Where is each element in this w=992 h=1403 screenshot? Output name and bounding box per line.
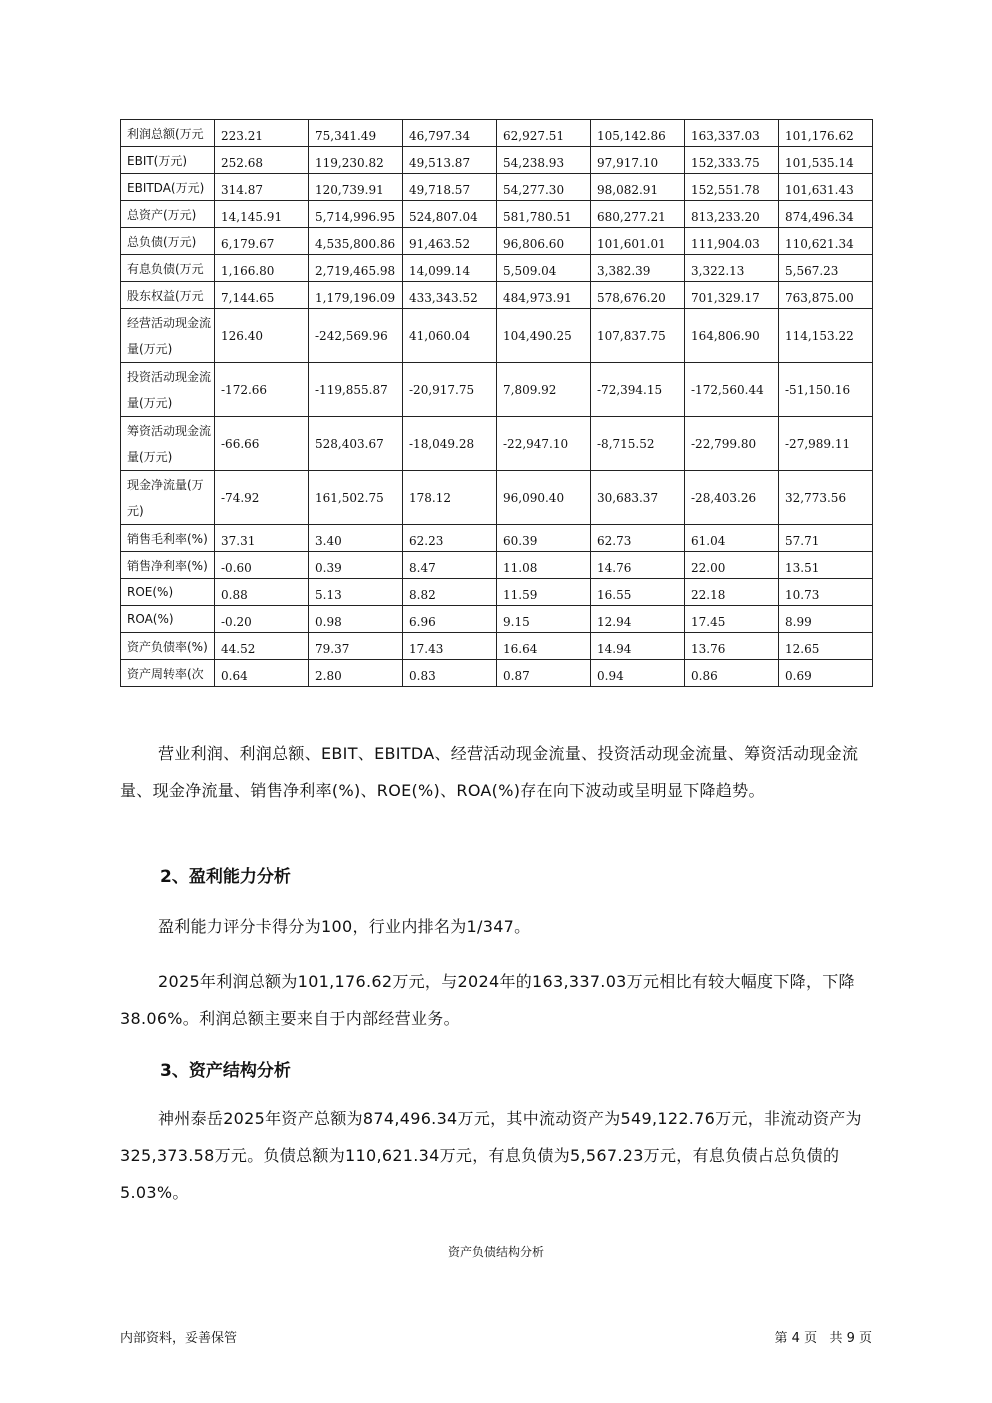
table-cell: 14.94 — [591, 633, 685, 660]
row-label: ROE(%) — [121, 579, 215, 606]
row-label: 总资产(万元) — [121, 201, 215, 228]
table-cell: 114,153.22 — [779, 309, 873, 363]
table-cell: 62.23 — [403, 525, 497, 552]
table-cell: 62,927.51 — [497, 120, 591, 147]
table-cell: -72,394.15 — [591, 363, 685, 417]
chart-caption: 资产负债结构分析 — [447, 1245, 544, 1259]
table-cell: -0.20 — [215, 606, 309, 633]
table-cell: 2.80 — [309, 660, 403, 687]
table-cell: 5,567.23 — [779, 255, 873, 282]
table-cell: 97,917.10 — [591, 147, 685, 174]
table-cell: 528,403.67 — [309, 417, 403, 471]
table-cell: 101,535.14 — [779, 147, 873, 174]
table-cell: 96,806.60 — [497, 228, 591, 255]
table-cell: 41,060.04 — [403, 309, 497, 363]
table-cell: -22,947.10 — [497, 417, 591, 471]
table-row — [121, 633, 873, 660]
table-cell: 14.76 — [591, 552, 685, 579]
row-label: 资产负债率(%) — [121, 633, 215, 660]
row-label: 经营活动现金流量(万元) — [121, 309, 215, 363]
table-cell: 101,176.62 — [779, 120, 873, 147]
table-cell: -242,569.96 — [309, 309, 403, 363]
table-row — [121, 363, 873, 417]
table-cell: 2,719,465.98 — [309, 255, 403, 282]
table-row — [121, 282, 873, 309]
table-row — [121, 120, 873, 147]
table-cell: 484,973.91 — [497, 282, 591, 309]
table-row — [121, 174, 873, 201]
table-cell: 98,082.91 — [591, 174, 685, 201]
table-cell: 79.37 — [309, 633, 403, 660]
table-cell: 104,490.25 — [497, 309, 591, 363]
table-cell: 11.59 — [497, 579, 591, 606]
table-cell: 11.08 — [497, 552, 591, 579]
table-cell: 14,099.14 — [403, 255, 497, 282]
row-label: 销售毛利率(%) — [121, 525, 215, 552]
table-cell: 96,090.40 — [497, 471, 591, 525]
table-cell: 62.73 — [591, 525, 685, 552]
table-cell: 178.12 — [403, 471, 497, 525]
table-row — [121, 552, 873, 579]
table-cell: -74.92 — [215, 471, 309, 525]
table-cell: -0.60 — [215, 552, 309, 579]
table-cell: 3.40 — [309, 525, 403, 552]
table-cell: 0.39 — [309, 552, 403, 579]
table-cell: -51,150.16 — [779, 363, 873, 417]
table-cell: 105,142.86 — [591, 120, 685, 147]
table-cell: -119,855.87 — [309, 363, 403, 417]
table-cell: 161,502.75 — [309, 471, 403, 525]
table-cell: 13.76 — [685, 633, 779, 660]
table-cell: -172,560.44 — [685, 363, 779, 417]
table-cell: 111,904.03 — [685, 228, 779, 255]
table-cell: 14,145.91 — [215, 201, 309, 228]
table-cell: 1,179,196.09 — [309, 282, 403, 309]
table-cell: 5.13 — [309, 579, 403, 606]
table-cell: 22.00 — [685, 552, 779, 579]
table-cell: 314.87 — [215, 174, 309, 201]
table-cell: 37.31 — [215, 525, 309, 552]
table-cell: 8.99 — [779, 606, 873, 633]
table-cell: 101,631.43 — [779, 174, 873, 201]
table-cell: 0.86 — [685, 660, 779, 687]
table-cell: 0.88 — [215, 579, 309, 606]
table-cell: -22,799.80 — [685, 417, 779, 471]
table-cell: 813,233.20 — [685, 201, 779, 228]
profitability-score-paragraph: 盈利能力评分卡得分为100，行业内排名为1/347。 — [158, 917, 531, 936]
table-cell: 46,797.34 — [403, 120, 497, 147]
table-row — [121, 471, 873, 525]
table-row — [121, 147, 873, 174]
table-cell: 0.98 — [309, 606, 403, 633]
table-cell: 680,277.21 — [591, 201, 685, 228]
table-cell: 30,683.37 — [591, 471, 685, 525]
table-cell: 3,382.39 — [591, 255, 685, 282]
table-cell: 4,535,800.86 — [309, 228, 403, 255]
table-cell: 0.64 — [215, 660, 309, 687]
table-cell: -28,403.26 — [685, 471, 779, 525]
table-cell: 8.82 — [403, 579, 497, 606]
row-label: 资产周转率(次 — [121, 660, 215, 687]
table-cell: 152,333.75 — [685, 147, 779, 174]
table-cell: 6,179.67 — [215, 228, 309, 255]
table-cell: 0.94 — [591, 660, 685, 687]
table-cell: 0.69 — [779, 660, 873, 687]
row-label: 股东权益(万元 — [121, 282, 215, 309]
table-cell: 874,496.34 — [779, 201, 873, 228]
table-cell: 164,806.90 — [685, 309, 779, 363]
table-cell: 701,329.17 — [685, 282, 779, 309]
profit-total-paragraph: 2025年利润总额为101,176.62万元，与2024年的163,337.03万元相比有较大幅度下降，下降38.06%。利润总额主要来自于内部经营业务。 — [120, 972, 855, 1028]
table-row — [121, 525, 873, 552]
footer-page-number: 第 4 页 共 9 页 — [774, 1331, 872, 1346]
table-cell: -8,715.52 — [591, 417, 685, 471]
footer-confidential-note: 内部资料，妥善保管 — [120, 1331, 238, 1346]
financial-data-table — [120, 119, 873, 687]
row-label: EBIT(万元) — [121, 147, 215, 174]
asset-structure-paragraph: 神州泰岳2025年资产总额为874,496.34万元，其中流动资产为549,122.76万元，非流动资产为325,373.58万元。负债总额为110,621.34万元，有息负债为5,567.23万元，有息负债占总负债的5.03%。 — [120, 1109, 862, 1202]
table-cell: 61.04 — [685, 525, 779, 552]
table-row — [121, 606, 873, 633]
section-heading-asset-structure: 3、资产结构分析 — [160, 1061, 291, 1081]
table-cell: 75,341.49 — [309, 120, 403, 147]
row-label: 有息负债(万元 — [121, 255, 215, 282]
table-cell: 578,676.20 — [591, 282, 685, 309]
table-cell: 5,509.04 — [497, 255, 591, 282]
table-cell: 22.18 — [685, 579, 779, 606]
table-cell: 581,780.51 — [497, 201, 591, 228]
table-cell: 10.73 — [779, 579, 873, 606]
row-label: 筹资活动现金流量(万元) — [121, 417, 215, 471]
table-cell: 107,837.75 — [591, 309, 685, 363]
table-cell: 44.52 — [215, 633, 309, 660]
table-cell: -172.66 — [215, 363, 309, 417]
table-cell: 5,714,996.95 — [309, 201, 403, 228]
table-cell: 12.65 — [779, 633, 873, 660]
table-cell: 12.94 — [591, 606, 685, 633]
table-cell: 16.64 — [497, 633, 591, 660]
table-cell: 763,875.00 — [779, 282, 873, 309]
table-cell: 60.39 — [497, 525, 591, 552]
table-cell: 1,166.80 — [215, 255, 309, 282]
table-cell: 524,807.04 — [403, 201, 497, 228]
table-cell: -66.66 — [215, 417, 309, 471]
table-cell: 17.45 — [685, 606, 779, 633]
row-label: 投资活动现金流量(万元) — [121, 363, 215, 417]
table-cell: 152,551.78 — [685, 174, 779, 201]
table-cell: -18,049.28 — [403, 417, 497, 471]
table-row — [121, 579, 873, 606]
table-cell: 252.68 — [215, 147, 309, 174]
table-cell: 49,718.57 — [403, 174, 497, 201]
table-cell: 6.96 — [403, 606, 497, 633]
table-row — [121, 228, 873, 255]
table-row — [121, 660, 873, 687]
trend-paragraph: 营业利润、利润总额、EBIT、EBITDA、经营活动现金流量、投资活动现金流量、筹资活动现金流量、现金净流量、销售净利率(%)、ROE(%)、ROA(%)存在向下波动或呈明显下降趋势。 — [120, 744, 859, 800]
table-cell: 0.87 — [497, 660, 591, 687]
table-row — [121, 255, 873, 282]
table-cell: 9.15 — [497, 606, 591, 633]
table-row — [121, 309, 873, 363]
table-cell: 433,343.52 — [403, 282, 497, 309]
row-label: 现金净流量(万元) — [121, 471, 215, 525]
table-cell: 17.43 — [403, 633, 497, 660]
row-label: 利润总额(万元 — [121, 120, 215, 147]
table-cell: 0.83 — [403, 660, 497, 687]
table-cell: 32,773.56 — [779, 471, 873, 525]
table-cell: 7,144.65 — [215, 282, 309, 309]
table-cell: 16.55 — [591, 579, 685, 606]
section-heading-profitability: 2、盈利能力分析 — [160, 867, 291, 887]
row-label: ROA(%) — [121, 606, 215, 633]
table-cell: 13.51 — [779, 552, 873, 579]
table-cell: 119,230.82 — [309, 147, 403, 174]
row-label: 总负债(万元) — [121, 228, 215, 255]
table-cell: -20,917.75 — [403, 363, 497, 417]
table-cell: 91,463.52 — [403, 228, 497, 255]
table-cell: 57.71 — [779, 525, 873, 552]
table-cell: 101,601.01 — [591, 228, 685, 255]
table-cell: 49,513.87 — [403, 147, 497, 174]
table-cell: 54,277.30 — [497, 174, 591, 201]
table-cell: 223.21 — [215, 120, 309, 147]
row-label: 销售净利率(%) — [121, 552, 215, 579]
table-cell: 120,739.91 — [309, 174, 403, 201]
table-row — [121, 201, 873, 228]
table-cell: 110,621.34 — [779, 228, 873, 255]
table-cell: 54,238.93 — [497, 147, 591, 174]
table-row — [121, 417, 873, 471]
table-cell: 8.47 — [403, 552, 497, 579]
table-cell: 126.40 — [215, 309, 309, 363]
table-cell: 7,809.92 — [497, 363, 591, 417]
table-cell: -27,989.11 — [779, 417, 873, 471]
table-cell: 3,322.13 — [685, 255, 779, 282]
row-label: EBITDA(万元) — [121, 174, 215, 201]
table-cell: 163,337.03 — [685, 120, 779, 147]
